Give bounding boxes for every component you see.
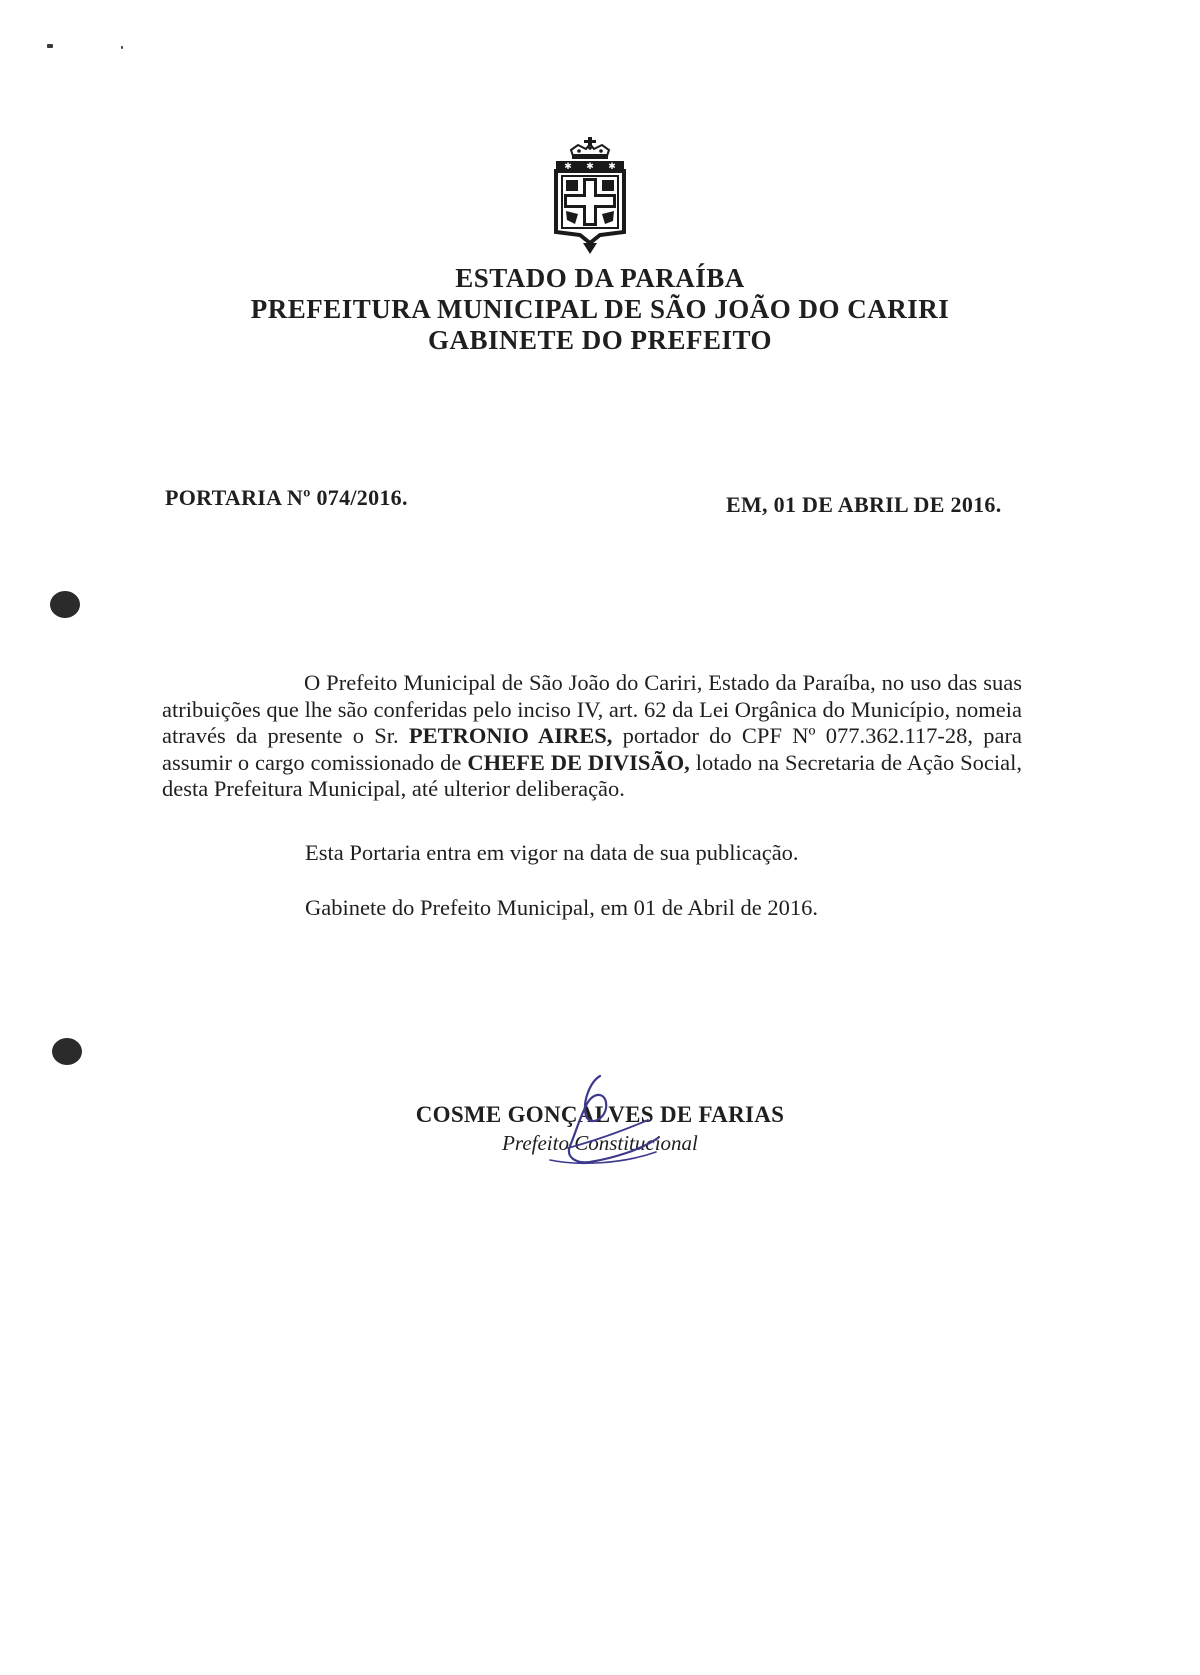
effective-clause: Esta Portaria entra em vigor na data de sua publicação.: [305, 840, 799, 865]
svg-text:✱: ✱: [564, 162, 572, 172]
header-municipality: PREFEITURA MUNICIPAL DE SÃO JOÃO DO CARIRI: [250, 294, 950, 324]
appointed-role: CHEFE DE DIVISÃO,: [467, 749, 690, 775]
punch-hole-bottom: [52, 1038, 82, 1065]
appointee-name: PETRONIO AIRES,: [408, 723, 613, 748]
svg-text:✱: ✱: [608, 162, 616, 172]
header-office: GABINETE DO PREFEITO: [427, 325, 773, 355]
scan-speck: [121, 46, 123, 49]
closing-line: Gabinete do Prefeito Municipal, em 01 de Abril de 2016.: [305, 895, 819, 920]
handwritten-signature: [530, 1072, 670, 1168]
document-number: PORTARIA Nº 074/2016.: [165, 485, 408, 510]
body-text-part: O Prefeito Municipal de São João do Cariri, Estado da Paraíba, no uso das suas atribuições que lhe são conferidas pelo inciso IV, art. 62 da Lei Orgânica do Município, nomeia através da presente o Sr.: [162, 670, 1022, 748]
body-paragraph: [162, 670, 1022, 803]
header-state: ESTADO DA PARAÍBA: [455, 263, 745, 293]
document-date: EM, 01 DE ABRIL DE 2016.: [726, 492, 1002, 517]
punch-hole-top: [50, 591, 80, 618]
svg-text:✱: ✱: [586, 162, 594, 172]
body-text-part: portador do CPF Nº 077.362.117-28, para assumir o cargo comissionado de: [162, 723, 1022, 775]
signatory-name: COSME GONÇALVES DE FARIAS: [415, 1102, 785, 1127]
coat-of-arms-icon: [553, 136, 627, 258]
body-text-part: lotado na Secretaria de Ação Social, desta Prefeitura Municipal, até ulterior deliberação.: [162, 749, 1022, 801]
scan-speck: [47, 44, 53, 48]
signatory-title: Prefeito Constitucional: [502, 1131, 698, 1155]
